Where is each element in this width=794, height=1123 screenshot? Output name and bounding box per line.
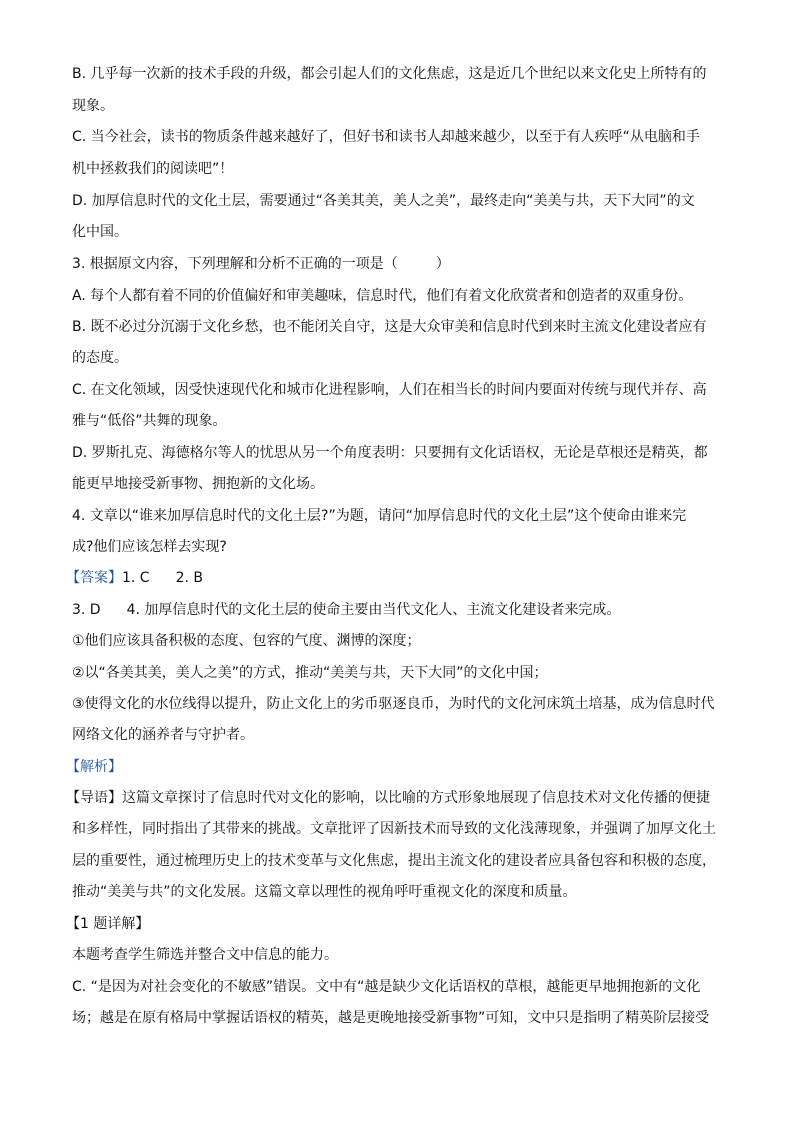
q3-option-b-line-1: B. 既不必过分沉溺于文化乡愁，也不能闭关自守，这是大众审美和信息时代到来时主流文化建设者应有 bbox=[72, 319, 707, 335]
option-b-line-1: B. 几乎每一次新的技术手段的升级，都会引起人们的文化焦虑，这是近几个世纪以来文化史上所特有的 bbox=[72, 66, 707, 82]
answer-4-point-3-line-2: 网络文化的涵养者与守护者。 bbox=[72, 727, 254, 743]
detail-heading: 【1 题详解】 bbox=[66, 916, 150, 932]
option-b-line-2: 现象。 bbox=[72, 98, 114, 114]
option-d-line-2: 化中国。 bbox=[72, 224, 128, 240]
intro-line-3: 层的重要性，通过梳理历史上的技术变革与文化焦虑，提出主流文化的建设者应具备包容和积极的态度， bbox=[72, 853, 716, 869]
option-c-line-2: 机中拯救我们的阅读吧”！ bbox=[72, 161, 234, 177]
q3-option-d-line-1: D. 罗斯扎克、海德格尔等人的忧思从另一个角度表明：只要拥有文化话语权，无论是草根还是精英，都 bbox=[72, 445, 708, 461]
answer-3: 3. D bbox=[72, 602, 101, 618]
analysis-label: 【解析】 bbox=[66, 759, 122, 775]
detail-line-2: C. “是因为对社会变化的不敏感”错误。文中有“越是缺少文化话语权的草根，越能更早地拥抱新的文化 bbox=[72, 979, 701, 995]
intro-line-4: 推动“美美与共”的文化发展。这篇文章以理性的视角呼吁重视文化的深度和质量。 bbox=[72, 884, 577, 900]
answer-row bbox=[66, 568, 203, 588]
answer-4: 4. 加厚信息时代的文化土层的使命主要由当代文化人、主流文化建设者来完成。 bbox=[126, 602, 621, 618]
q3-option-c-line-2: 雅与“低俗”共舞的现象。 bbox=[72, 413, 227, 429]
question-3-text: 3. 根据原文内容，下列理解和分析不正确的一项是（ bbox=[72, 256, 398, 272]
question-4-line-1: 4. 文章以“谁来加厚信息时代的文化土层?”为题，请问“加厚信息时代的文化土层”这个使命由谁来完 bbox=[72, 508, 687, 524]
answer-1: 1. C bbox=[122, 570, 150, 586]
option-d-line-1: D. 加厚信息时代的文化土层，需要通过“各美其美，美人之美”，最终走向“美美与共，天下大同”的文 bbox=[72, 193, 695, 209]
detail-line-1: 本题考查学生筛选并整合文中信息的能力。 bbox=[72, 947, 338, 963]
answer-4-point-3-line-1: ③使得文化的水位线得以提升，防止文化上的劣币驱逐良币，为时代的文化河床筑土培基，成为信息时代 bbox=[72, 696, 715, 712]
intro-line-2: 和多样性，同时指出了其带来的挑战。文章批评了因新技术而导致的文化浅薄现象，并强调了加厚文化土 bbox=[72, 821, 716, 837]
q3-option-b-line-2: 的态度。 bbox=[72, 350, 128, 366]
q3-option-d-line-2: 能更早地接受新事物、拥抱新的文化场。 bbox=[72, 476, 324, 492]
answer-4-point-1: ①他们应该具备积极的态度、包容的气度、渊博的深度； bbox=[72, 633, 421, 649]
q3-option-a: A. 每个人都有着不同的价值偏好和审美趣味，信息时代，他们有着文化欣赏者和创造者的双重身份。 bbox=[72, 288, 693, 304]
detail-line-3: 场；越是在原有格局中掌握话语权的精英，越是更晚地接受新事物”可知，文中只是指明了精英阶层接受 bbox=[72, 1010, 710, 1026]
answer-row-2 bbox=[72, 600, 620, 620]
answer-4-point-2: ②以“各美其美，美人之美”的方式，推动“美美与共，天下大同”的文化中国； bbox=[72, 665, 548, 681]
intro-line-1: 【导语】这篇文章探讨了信息时代对文化的影响，以比喻的方式形象地展现了信息技术对文化传播的便捷 bbox=[66, 790, 710, 806]
q3-option-c-line-1: C. 在文化领域，因受快速现代化和城市化进程影响，人们在相当长的时间内要面对传统与现代并存、高 bbox=[72, 382, 707, 398]
question-3-close-paren: ） bbox=[435, 256, 450, 272]
question-3-stem bbox=[72, 254, 450, 274]
option-c-line-1: C. 当今社会，读书的物质条件越来越好了，但好书和读书人却越来越少，以至于有人疾呼“从电脑和手 bbox=[72, 129, 700, 145]
answer-label: 【答案】 bbox=[66, 570, 122, 586]
question-4-line-2: 成?他们应该怎样去实现? bbox=[72, 539, 227, 555]
answer-2: 2. B bbox=[175, 570, 204, 586]
